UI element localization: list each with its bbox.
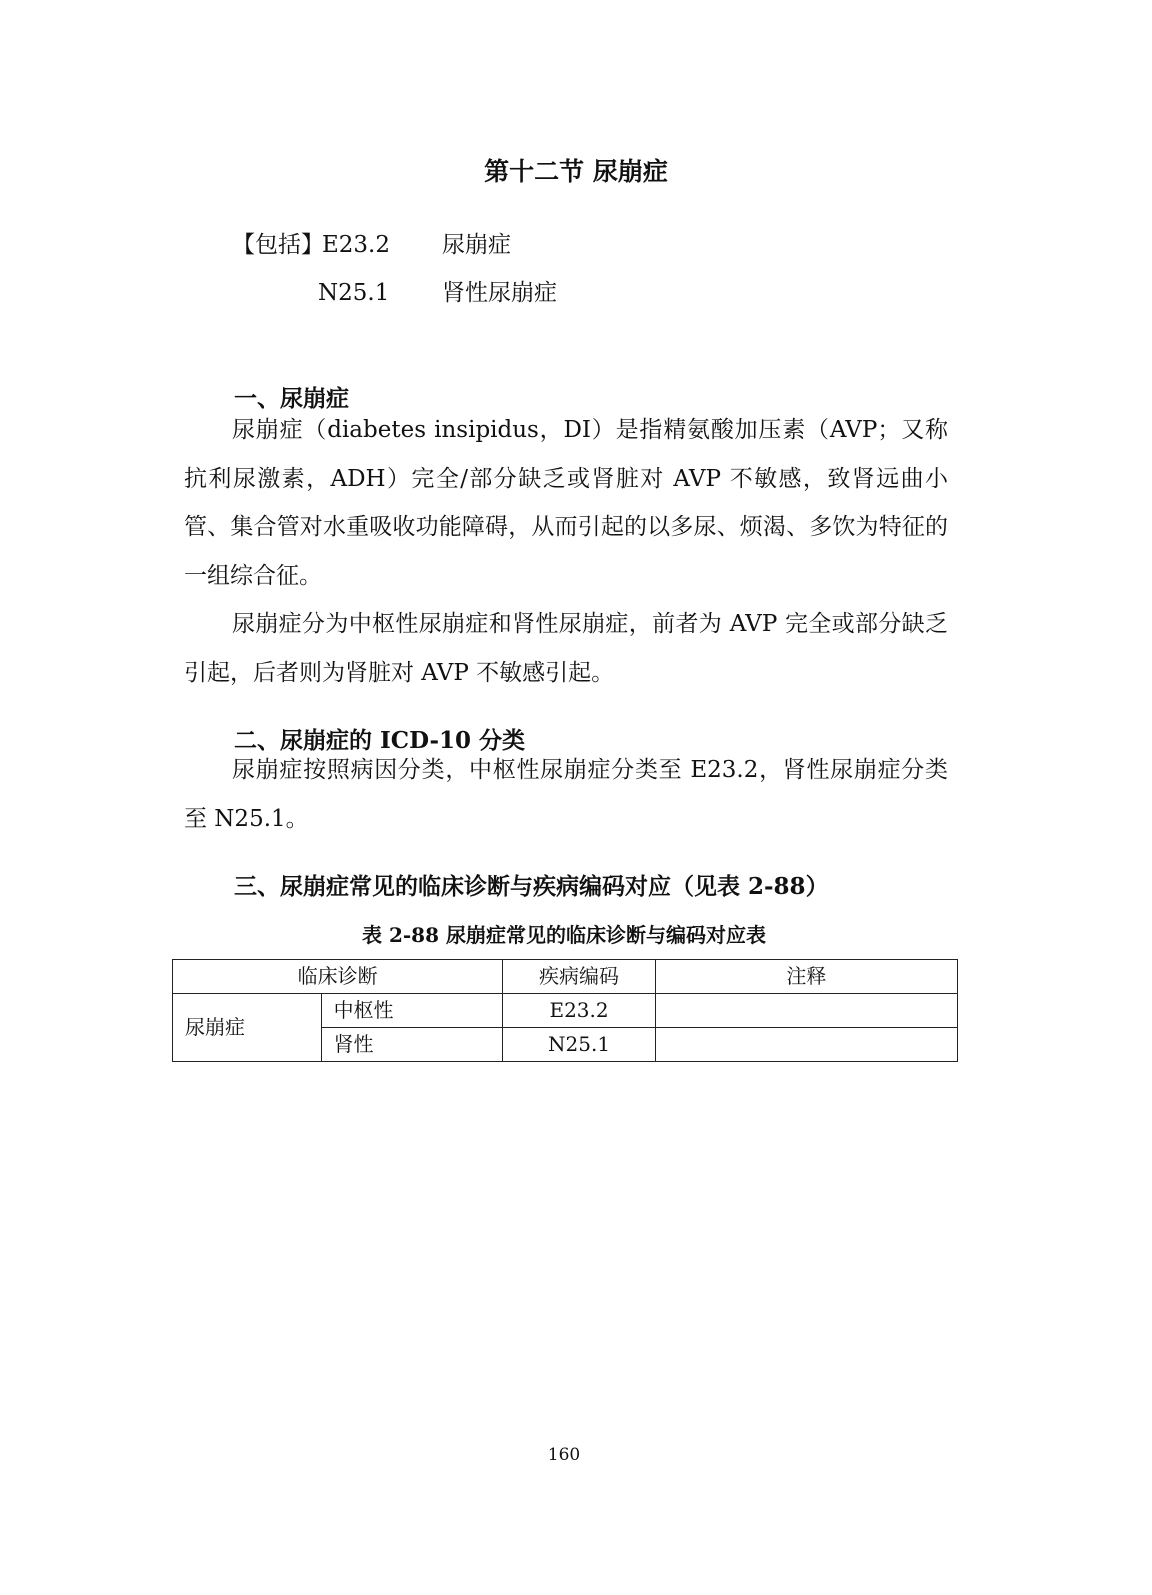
includes-code-1: E23.2 bbox=[322, 232, 391, 258]
includes-name-1: 尿崩症 bbox=[442, 232, 511, 258]
note-cell bbox=[655, 1028, 957, 1062]
subtype-cell: 肾性 bbox=[321, 1028, 503, 1062]
heading-code-mapping: 三、尿崩症常见的临床诊断与疾病编码对应（见表 2-88） bbox=[234, 873, 829, 900]
header-code: 疾病编码 bbox=[503, 960, 656, 994]
diagnosis-code-table bbox=[172, 959, 958, 1062]
page-number: 160 bbox=[547, 1445, 581, 1465]
table-caption: 表 2-88 尿崩症常见的临床诊断与编码对应表 bbox=[362, 923, 766, 947]
table-header-row bbox=[173, 960, 958, 994]
includes-label: 【包括】 bbox=[232, 232, 324, 258]
section-title: 第十二节 尿崩症 bbox=[484, 157, 668, 186]
table-row bbox=[173, 994, 958, 1028]
heading-definition: 一、尿崩症 bbox=[234, 385, 349, 412]
heading-icd-classification: 二、尿崩症的 ICD-10 分类 bbox=[234, 727, 526, 754]
header-diagnosis: 临床诊断 bbox=[173, 960, 503, 994]
code-cell: E23.2 bbox=[503, 994, 656, 1028]
paragraph-types: 尿崩症分为中枢性尿崩症和肾性尿崩症，前者为 AVP 完全或部分缺乏引起，后者则为肾脏对 AVP 不敏感引起。 bbox=[184, 611, 948, 686]
note-cell bbox=[655, 994, 957, 1028]
subtype-cell: 中枢性 bbox=[321, 994, 503, 1028]
includes-code-2: N25.1 bbox=[318, 280, 390, 306]
paragraph-icd-classification: 尿崩症按照病因分类，中枢性尿崩症分类至 E23.2，肾性尿崩症分类至 N25.1。 bbox=[184, 757, 948, 832]
paragraph-definition: 尿崩症（diabetes insipidus，DI）是指精氨酸加压素（AVP；又称抗利尿激素，ADH）完全/部分缺乏或肾脏对 AVP 不敏感，致肾远曲小管、集合管对水重吸收功能障碍，从而引起的以多尿、烦渴、多饮为特征的一组综合征。 bbox=[184, 417, 948, 589]
includes-name-2: 肾性尿崩症 bbox=[442, 280, 557, 306]
diagnosis-group-cell: 尿崩症 bbox=[173, 994, 322, 1062]
header-note: 注释 bbox=[655, 960, 957, 994]
code-cell: N25.1 bbox=[503, 1028, 656, 1062]
